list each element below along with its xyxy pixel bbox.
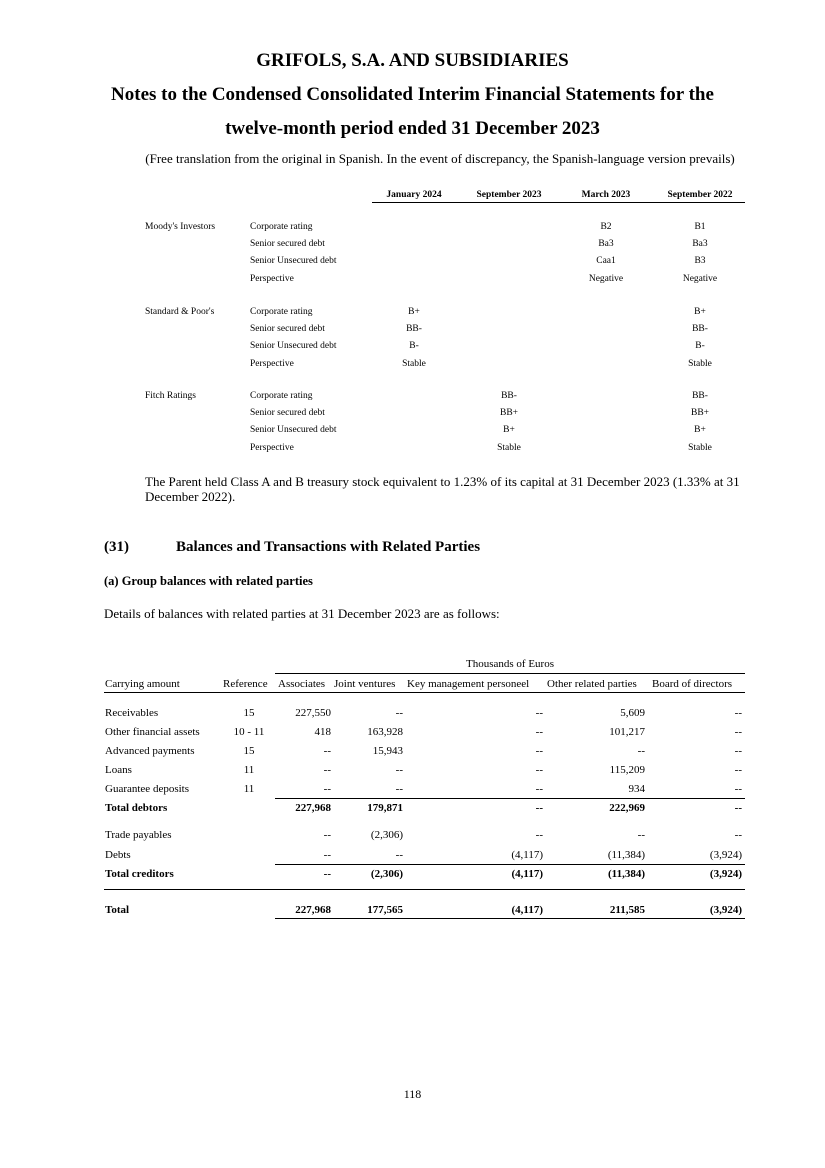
- translation-note: (Free translation from the original in Spanish. In the event of discrepancy, the Spanish-language version prevails): [145, 151, 735, 166]
- rating-row-label: Corporate rating: [250, 307, 313, 317]
- rating-value: B-: [409, 341, 419, 352]
- company-name: GRIFOLS, S.A. AND SUBSIDIARIES: [256, 50, 569, 71]
- rating-value: BB-: [501, 391, 517, 401]
- balance-row-reference: 10 - 11: [233, 726, 265, 738]
- balance-row-label: Total debtors: [105, 802, 168, 814]
- balance-value: (2,306): [370, 868, 403, 880]
- section-number: (31): [104, 539, 129, 555]
- balance-row-label: Total: [105, 904, 130, 916]
- col-header-joint-ventures: Joint ventures: [334, 678, 396, 690]
- balance-value: --: [637, 829, 645, 841]
- rating-value: Stable: [402, 358, 426, 369]
- balance-value: 211,585: [609, 904, 645, 916]
- balance-row-reference: 15: [243, 745, 255, 757]
- balance-value: --: [535, 829, 543, 841]
- balance-value: (3,924): [709, 849, 742, 861]
- balance-value: --: [734, 726, 742, 738]
- col-header-other-related: Other related parties: [547, 678, 637, 690]
- balance-value: 5,609: [620, 707, 645, 719]
- balance-row-label: Guarantee deposits: [105, 783, 189, 795]
- ratings-header-rule: [372, 202, 745, 203]
- rating-row-label: Senior secured debt: [250, 239, 325, 250]
- rating-value: B3: [694, 256, 706, 267]
- rating-row-label: Perspective: [250, 273, 294, 284]
- rating-row-label: Perspective: [250, 442, 294, 453]
- rating-value: B+: [408, 307, 420, 317]
- balance-row-reference: 15: [243, 707, 255, 719]
- balance-value: --: [535, 745, 543, 757]
- rating-value: Negative: [682, 273, 718, 284]
- rating-row-label: Perspective: [250, 358, 294, 369]
- balance-value: --: [323, 829, 331, 841]
- rating-row-label: Corporate rating: [250, 222, 313, 232]
- balance-value: (4,117): [511, 849, 543, 861]
- total-underline-rule: [275, 918, 745, 919]
- balance-value: 222,969: [609, 802, 645, 814]
- rating-value: Stable: [688, 358, 712, 369]
- balance-row-reference: 11: [243, 764, 255, 776]
- unit-header: Thousands of Euros: [466, 658, 554, 670]
- balance-value: --: [535, 707, 543, 719]
- balance-value: --: [323, 868, 331, 880]
- page-title-line1: Notes to the Condensed Consolidated Interim Financial Statements for the: [111, 84, 714, 105]
- balance-value: 177,565: [367, 904, 403, 916]
- balance-row-label: Other financial assets: [105, 726, 200, 738]
- balance-value: 418: [314, 726, 331, 738]
- page-title-line2: twelve-month period ended 31 December 2023: [225, 118, 600, 139]
- section-title: Balances and Transactions with Related Parties: [176, 539, 481, 555]
- col-header-key-management: Key management personeel: [407, 678, 530, 690]
- col-header-board: Board of directors: [652, 678, 733, 690]
- rating-value: B+: [503, 425, 515, 436]
- rating-value: B-: [695, 341, 705, 352]
- balance-value: --: [395, 783, 403, 795]
- rating-value: BB+: [499, 408, 519, 419]
- balance-value: --: [734, 745, 742, 757]
- rating-value: Stable: [497, 442, 521, 453]
- rating-value: B+: [694, 425, 706, 436]
- balance-row-label: Advanced payments: [105, 745, 195, 757]
- balance-row-label: Receivables: [105, 707, 159, 719]
- balance-value: --: [323, 764, 331, 776]
- balance-value: 934: [628, 783, 645, 795]
- rating-value: Ba3: [598, 239, 614, 250]
- balance-value: (2,306): [370, 829, 403, 841]
- rating-row-label: Senior Unsecured debt: [250, 425, 337, 436]
- ratings-col-header: January 2024: [386, 190, 442, 200]
- balance-value: --: [535, 726, 543, 738]
- rating-value: B2: [600, 222, 612, 232]
- total-separator-rule: [104, 889, 745, 890]
- col-header-reference: Reference: [223, 678, 268, 690]
- balance-value: 179,871: [367, 802, 403, 814]
- balance-value: --: [323, 783, 331, 795]
- rating-value: BB+: [690, 408, 710, 419]
- balance-value: --: [395, 764, 403, 776]
- balance-value: (3,924): [709, 868, 742, 880]
- balance-value: --: [323, 745, 331, 757]
- balance-value: 101,217: [609, 726, 645, 738]
- balance-value: 163,928: [367, 726, 403, 738]
- rating-value: Caa1: [596, 256, 616, 267]
- balance-value: --: [395, 707, 403, 719]
- col-header-carrying-amount: Carrying amount: [105, 678, 180, 690]
- balance-value: 115,209: [609, 764, 645, 776]
- rating-agency-name: Fitch Ratings: [145, 391, 196, 401]
- rating-value: Negative: [588, 273, 624, 284]
- balance-value: 15,943: [372, 745, 403, 757]
- balance-value: (3,924): [709, 904, 742, 916]
- rating-value: BB-: [692, 391, 708, 401]
- subtotal-rule: [275, 864, 745, 865]
- ratings-col-header: September 2022: [667, 190, 733, 200]
- balance-value: 227,550: [295, 707, 331, 719]
- col-header-associates: Associates: [278, 678, 326, 690]
- ratings-col-header: September 2023: [476, 190, 542, 200]
- page-number: 118: [403, 1087, 422, 1101]
- balance-value: --: [734, 707, 742, 719]
- rating-value: BB-: [406, 324, 422, 335]
- balance-value: --: [734, 802, 742, 814]
- rating-value: BB-: [692, 324, 708, 335]
- rating-agency-name: Standard & Poor's: [145, 307, 215, 317]
- rating-value: B1: [694, 222, 706, 232]
- balance-value: (11,384): [607, 849, 645, 861]
- treasury-stock-paragraph: The Parent held Class A and B treasury stock equivalent to 1.23% of its capital at 31 December 2023 (1.33% at 31 December 2022).: [145, 474, 740, 504]
- rating-value: Stable: [688, 442, 712, 453]
- balance-value: --: [734, 829, 742, 841]
- col-header-rule: [104, 692, 745, 693]
- balance-row-label: Debts: [105, 849, 131, 861]
- balance-value: (11,384): [608, 868, 645, 880]
- balance-value: --: [535, 764, 543, 776]
- rating-row-label: Senior secured debt: [250, 408, 325, 419]
- subtotal-rule: [275, 798, 745, 799]
- subsection-title: (a) Group balances with related parties: [104, 574, 313, 588]
- ratings-col-header: March 2023: [581, 190, 631, 200]
- balance-row-label: Trade payables: [105, 829, 172, 841]
- rating-value: B+: [694, 307, 706, 317]
- rating-row-label: Senior secured debt: [250, 324, 325, 335]
- balance-value: 227,968: [295, 802, 331, 814]
- balance-value: (4,117): [511, 868, 543, 880]
- rating-value: Ba3: [692, 239, 708, 250]
- balance-value: (4,117): [511, 904, 543, 916]
- balance-value: --: [734, 783, 742, 795]
- balance-value: --: [734, 764, 742, 776]
- rating-row-label: Senior Unsecured debt: [250, 256, 337, 267]
- balance-value: --: [637, 745, 645, 757]
- rating-row-label: Senior Unsecured debt: [250, 341, 337, 352]
- balance-row-label: Total creditors: [105, 868, 174, 880]
- rating-agency-name: Moody's Investors: [145, 222, 216, 232]
- rating-row-label: Corporate rating: [250, 391, 313, 401]
- balance-value: --: [323, 849, 331, 861]
- intro-paragraph: Details of balances with related parties at 31 December 2023 are as follows:: [104, 606, 500, 621]
- balance-value: --: [535, 802, 543, 814]
- unit-header-rule: [275, 673, 745, 674]
- balance-row-reference: 11: [243, 783, 255, 795]
- balance-value: --: [535, 783, 543, 795]
- balance-row-label: Loans: [105, 764, 132, 776]
- balance-value: --: [395, 849, 403, 861]
- balance-value: 227,968: [295, 904, 331, 916]
